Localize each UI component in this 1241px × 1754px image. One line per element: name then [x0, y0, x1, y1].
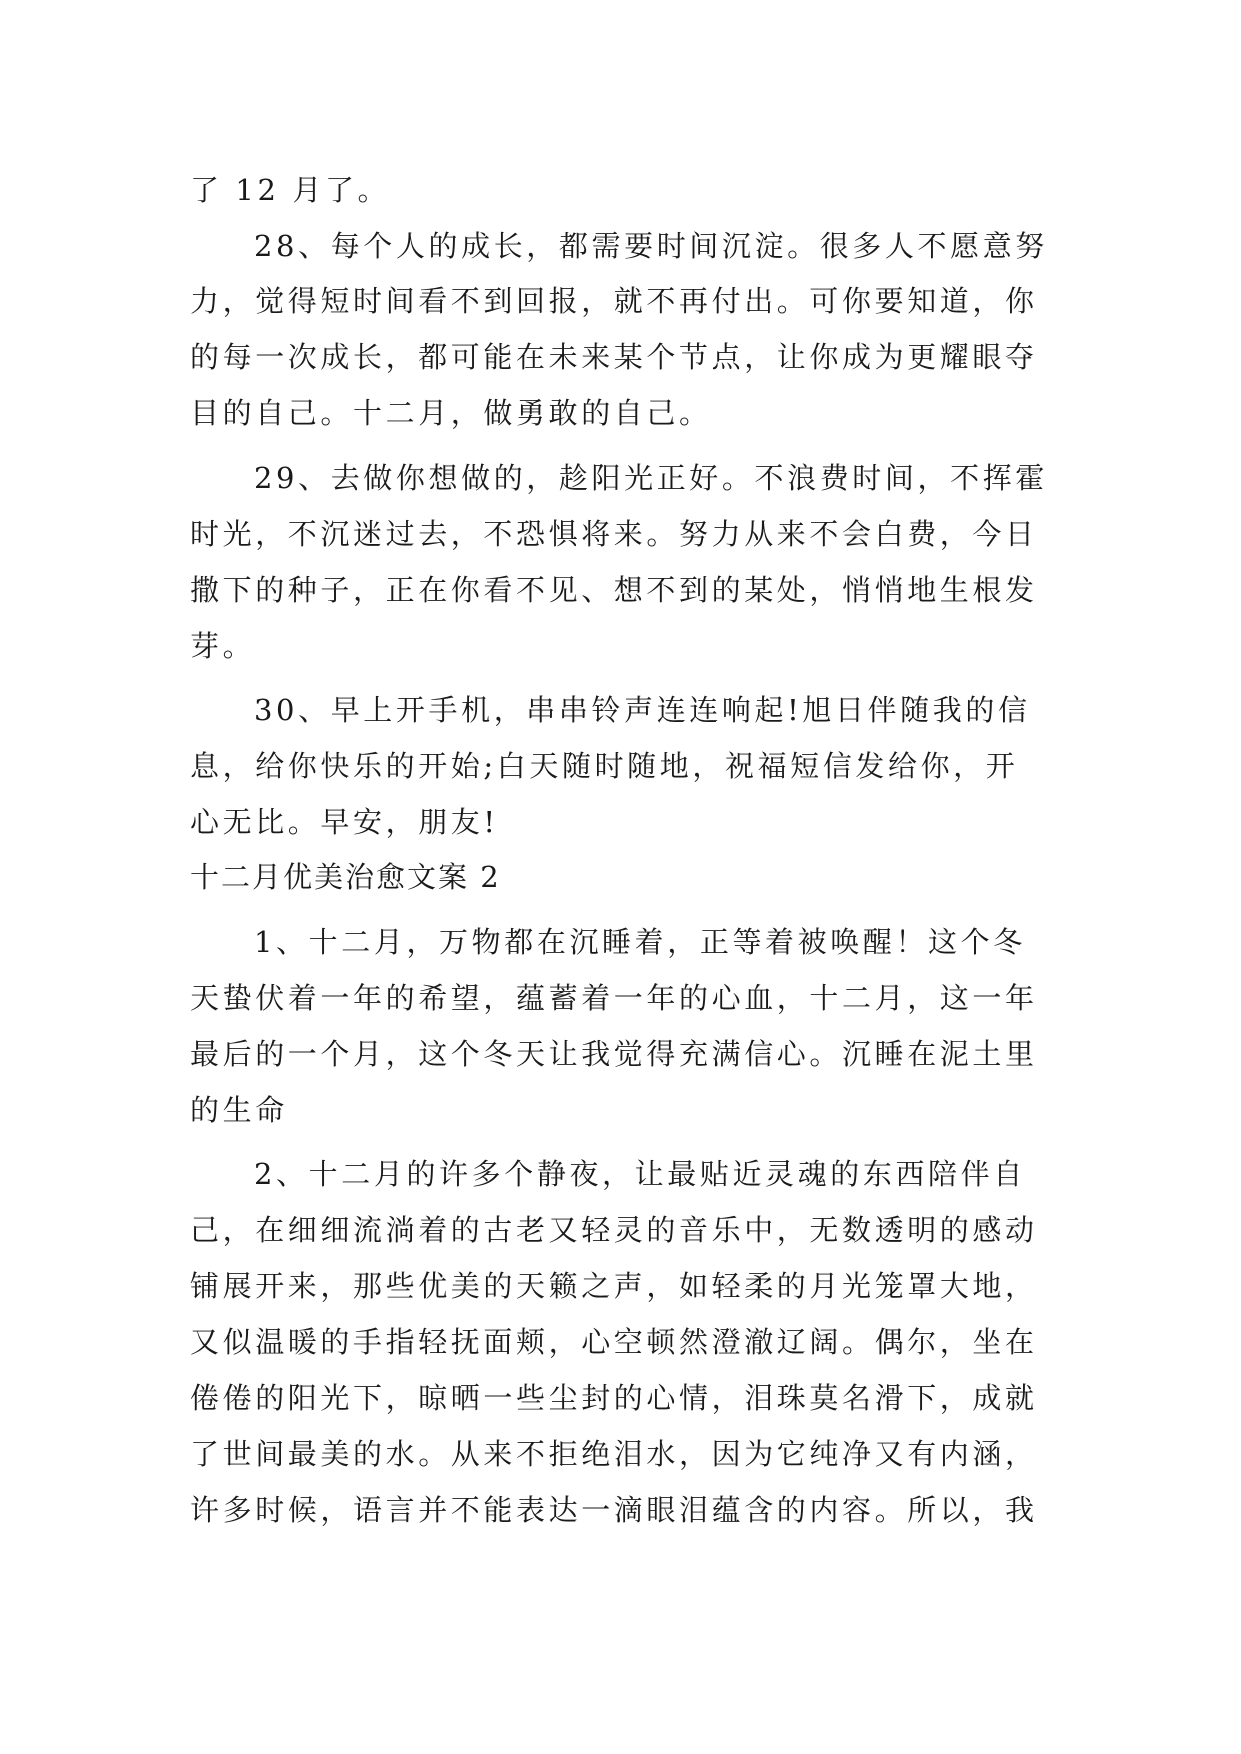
- paragraph-29-line: 29、去做你想做的，趁阳光正好。不浪费时间，不挥霍: [254, 461, 1048, 495]
- text-line: 目的自己。十二月，做勇敢的自己。: [190, 396, 712, 430]
- text-line: 息，给你快乐的开始;白天随时随地，祝福短信发给你，开: [190, 749, 1019, 783]
- text-line: 最后的一个月，这个冬天让我觉得充满信心。沉睡在泥土里: [190, 1037, 1038, 1071]
- text-line: 芽。: [190, 629, 256, 663]
- text-line: 时光，不沉迷过去，不恐惧将来。努力从来不会白费，今日: [190, 517, 1038, 551]
- text-line: 许多时候，语言并不能表达一滴眼泪蕴含的内容。所以，我: [190, 1493, 1038, 1527]
- paragraph-28-line: 28、每个人的成长，都需要时间沉淀。很多人不愿意努: [254, 229, 1048, 263]
- text-line: 了 12 月了。: [190, 173, 391, 207]
- paragraph-2-line: 2、十二月的许多个静夜，让最贴近灵魂的东西陪伴自: [254, 1157, 1026, 1191]
- text-line: 了世间最美的水。从来不拒绝泪水，因为它纯净又有内涵，: [190, 1437, 1038, 1471]
- text-line: 铺展开来，那些优美的天籁之声，如轻柔的月光笼罩大地，: [190, 1269, 1038, 1303]
- text-line: 又似温暖的手指轻抚面颊，心空顿然澄澈辽阔。偶尔，坐在: [190, 1325, 1038, 1359]
- paragraph-30-line: 30、早上开手机，串串铃声连连响起!旭日伴随我的信: [254, 693, 1031, 727]
- paragraph-1-line: 1、十二月，万物都在沉睡着，正等着被唤醒！这个冬: [254, 925, 1026, 959]
- text-line: 的每一次成长，都可能在未来某个节点，让你成为更耀眼夺: [190, 340, 1038, 374]
- text-line: 心无比。早安，朋友!: [190, 805, 499, 839]
- text-line: 力，觉得短时间看不到回报，就不再付出。可你要知道，你: [190, 284, 1038, 318]
- text-line: 撒下的种子，正在你看不见、想不到的某处，悄悄地生根发: [190, 573, 1038, 607]
- text-line: 己，在细细流淌着的古老又轻灵的音乐中，无数透明的感动: [190, 1213, 1038, 1247]
- section-heading: 十二月优美治愈文案 2: [190, 860, 501, 894]
- text-line: 的生命: [190, 1093, 288, 1127]
- text-line: 倦倦的阳光下，晾晒一些尘封的心情，泪珠莫名滑下，成就: [190, 1381, 1038, 1415]
- text-line: 天蛰伏着一年的希望，蕴蓄着一年的心血，十二月，这一年: [190, 981, 1038, 1015]
